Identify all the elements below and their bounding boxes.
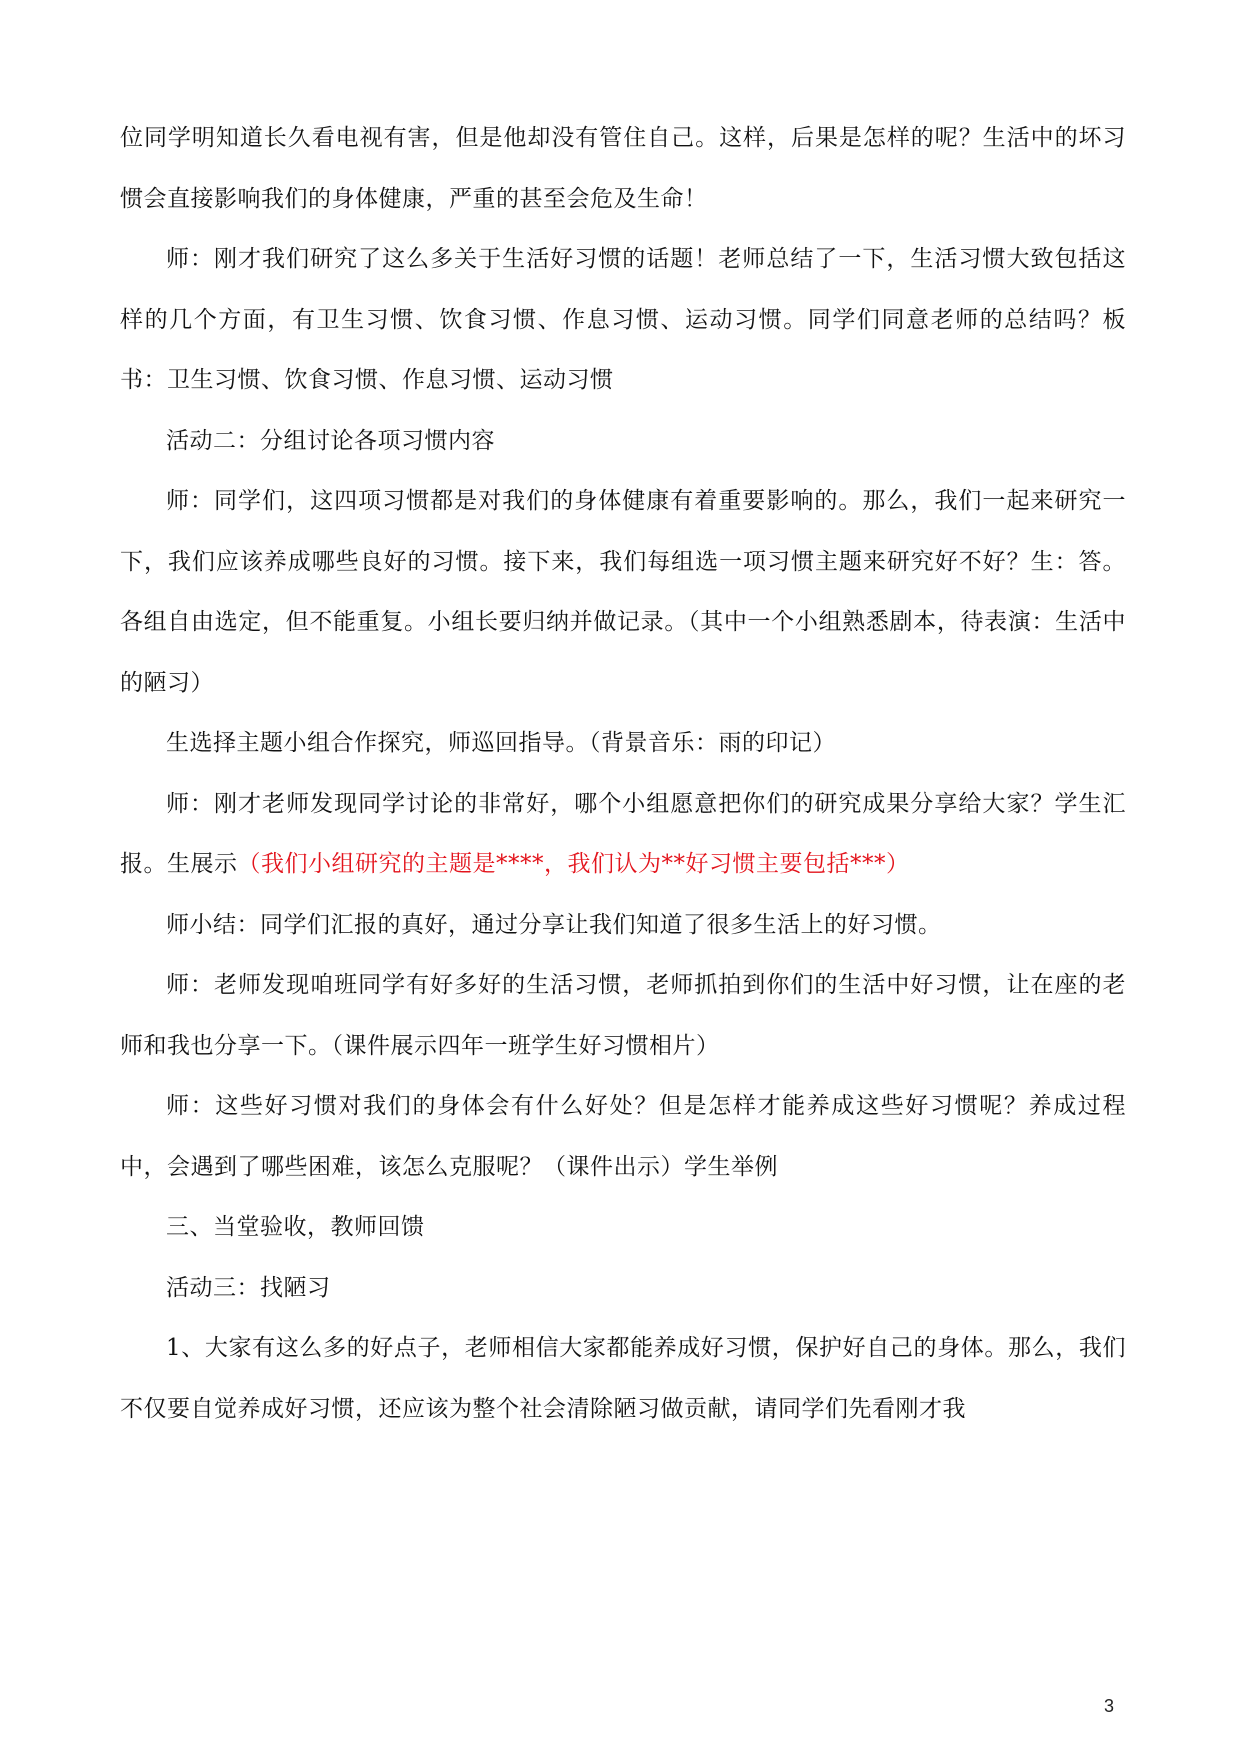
- highlighted-report-template: （我们小组研究的主题是****，我们认为**好习惯主要包括***）: [237, 851, 910, 877]
- document-body: [120, 108, 1126, 1439]
- heading-section-three: 三、当堂验收，教师回馈: [166, 1214, 425, 1240]
- heading-activity-two: 活动二：分组讨论各项习惯内容: [166, 427, 495, 454]
- paragraph-continuation: 位同学明知道长久看电视有害，但是他却没有管住自己。这样，后果是怎样的呢？生活中的坏习惯会直接影响我们的身体健康，严重的甚至会危及生命！: [120, 125, 1126, 212]
- paragraph-group-discussion: 师：同学们，这四项习惯都是对我们的身体健康有着重要影响的。那么，我们一起来研究一下，我们应该养成哪些良好的习惯。接下来，我们每组选一项习惯主题来研究好不好？生：答。各组自由选定，但不能重复。小组长要归纳并做记录。（其中一个小组熟悉剧本，待表演：生活中的陋习）: [120, 488, 1126, 696]
- paragraph-group-exploration: 生选择主题小组合作探究，师巡回指导。（背景音乐：雨的印记）: [166, 730, 836, 756]
- paragraph-habit-benefits: 师：这些好习惯对我们的身体会有什么好处？但是怎样才能养成这些好习惯呢？养成过程中，会遇到了哪些困难，该怎么克服呢？（课件出示）学生举例: [120, 1093, 1126, 1180]
- page-number: 3: [1104, 1696, 1115, 1716]
- paragraph-habit-summary: 师：刚才我们研究了这么多关于生活好习惯的话题！老师总结了一下，生活习惯大致包括这样的几个方面，有卫生习惯、饮食习惯、作息习惯、运动习惯。同学们同意老师的总结吗？板书：卫生习惯、饮食习惯、作息习惯、运动习惯: [120, 246, 1126, 393]
- paragraph-student-report: [120, 774, 1126, 895]
- paragraph-photo-sharing: 师：老师发现咱班同学有好多好的生活习惯，老师抓拍到你们的生活中好习惯，让在座的老师和我也分享一下。（课件展示四年一班学生好习惯相片）: [120, 972, 1126, 1059]
- heading-activity-three: 活动三：找陋习: [166, 1274, 331, 1301]
- paragraph-student-report-text: 师：刚才老师发现同学讨论的非常好，哪个小组愿意把你们的研究成果分享给大家？学生汇报。生展示: [120, 790, 1126, 877]
- paragraph-teacher-summary: 师小结：同学们汇报的真好，通过分享让我们知道了很多生活上的好习惯。: [166, 911, 942, 938]
- paragraph-find-bad-habits: 1、大家有这么多的好点子，老师相信大家都能养成好习惯，保护好自己的身体。那么，我们不仅要自觉养成好习惯，还应该为整个社会清除陋习做贡献，请同学们先看刚才我: [120, 1335, 1126, 1422]
